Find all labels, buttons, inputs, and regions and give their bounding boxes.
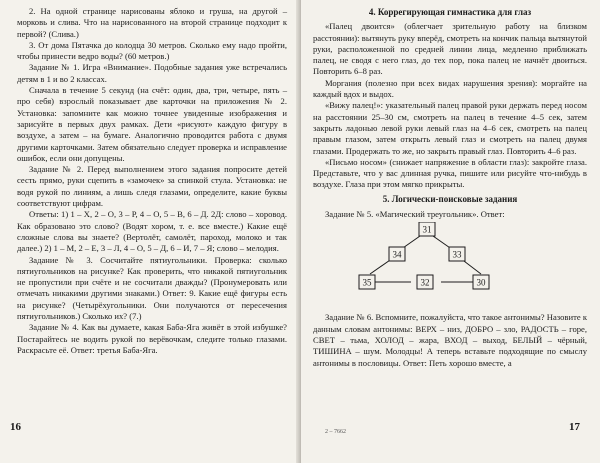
paragraph: Сначала в течение 5 секунд (на счёт: один, два, три, четыре, пять – про себя) взрослый показывает две карточки на приложения № 2. Установка: запомните как можно точнее увиденные изображения и зарисуйте в первых двух рамках. Дети «рисуют» каждую фигуру в воздухе, а затем – на бумаге. Аналогично проводится работа с двумя другими карточками. Затем обязательно следует проверка и исправление ошибок, если они допущены.: [17, 85, 287, 163]
section-title: 5. Логически-поисковые задания: [382, 193, 518, 204]
right-page-text: [313, 6, 587, 369]
paragraph: «Палец двоится» (облегчает зрительную работу на близком расстоянии): вытянуть руку вперёд, смотреть на кончик пальца вытянутой руки, расположенной по средней линии лица, медленно приближать палец, не сводя с него глаз, до тех пор, пока палец не начнёт двоиться. Повторить 6–8 раз.: [313, 21, 587, 77]
triangle-number: 34: [392, 249, 402, 260]
paragraph: «Письмо носом» (снижает напряжение в области глаз): закройте глаза. Представьте, что у вас длинная ручка, пишите или рисуйте что-нибудь в воздухе. Глаза при этом мягко прикрыты.: [313, 156, 587, 190]
task-text: Задание № 5. «Магический треугольник». Ответ:: [325, 209, 505, 220]
paragraph: Задание № 1. Игра «Внимание». Подобные задания уже встречались детям в 1 и во 2 классах.: [17, 62, 287, 84]
task-text: Задание № 6. Вспомните, пожалуйста, что такое антонимы? Назовите к данным словам антонимы: ВЕРХ – низ, ДОБРО – зло, РАДОСТЬ – горе, СВЕТ – тьма, ХОЛОД – жара, ВХОД – выход, БЕЛЫЙ – чёрный, ТИШИНА – шум. Молодцы! А теперь вставьте подходящие по смыслу антонимы в пословицы. Ответ: Петь хорошо вместе, а: [313, 312, 587, 368]
magic-triangle-diagram: [313, 222, 587, 308]
paragraph: Задание № 4. Как вы думаете, какая Баба-Яга живёт в этой избушке? Постарайтесь не водить рукой по верёвочкам, следите только глазами. Раскрасьте её. Ответ: третья Баба-Яга.: [17, 322, 287, 355]
left-page-text: [17, 6, 287, 356]
paragraph: «Вижу палец!»: указательный палец правой руки держать перед носом на расстоянии 25–30 см, смотреть на палец в течение 4–5 сек, затем закрыть ладонью левой руки левый глаз на 4–6 сек, смотреть на палец правым глазом, затем открыть левый глаз и смотреть на палец двумя глазами. Продержать то же, но закрыть правый глаз. Повторить 4–6 раз.: [313, 100, 587, 156]
signature-mark: 2 – 7662: [325, 429, 346, 435]
page-number: 16: [10, 421, 21, 433]
paragraph: Ответы: 1) 1 – Х, 2 – О, 3 – Р, 4 – О, 5 – В, 6 – Д. 2Д: слово – хоровод. Как образовано это слово? (Водят хором, т. е. все вместе.) Какие ещё сложные слова вы знаете? (Вертолёт, самолёт, пароход, молоко и так далее.) 2) 1 – М, 2 – Е, 3 – Л, 4 – О, 5 – Д, 6 – И, 7 – Я; слово – мелодия.: [17, 209, 287, 254]
left-page: [0, 0, 299, 463]
paragraph: Задание № 2. Перед выполнением этого задания попросите детей сесть прямо, руки сцепить в «замочек» за спинкой стула. Установка: не водя рукой по линиям, а лишь следя глазами, определите, какие буквы соответствуют цифрам.: [17, 164, 287, 209]
paragraph: Моргания (полезно при всех видах нарушения зрения): моргайте на каждый вдох и выдох.: [313, 77, 587, 100]
triangle-number: 31: [422, 224, 432, 235]
triangle-number: 35: [362, 277, 372, 288]
paragraph: Задание № 3. Сосчитайте пятиугольники. Проверка: сколько пятиугольников на рисунке? Как проверить, что никакой пятиугольник не пропустили при счёте и не сосчитали дважды? (Пронумеровать или отмечать никакими другими знаками.) Ответ: 9. Какие ещё фигуры есть на рисунке? (Четырёхугольники. Они получаются от пересечения пятиугольников.) Сколько их? (7.): [17, 254, 287, 322]
paragraph: 2. На одной странице нарисованы яблоко и груша, на другой – морковь и слива. Что на нарисованного на второй странице подходит к первой? (Слива.): [17, 6, 287, 39]
magic-triangle-svg: [313, 222, 587, 308]
page-number: 17: [569, 421, 580, 433]
triangle-number: 33: [452, 249, 462, 260]
triangle-number: 30: [476, 277, 486, 288]
right-page: [301, 0, 600, 463]
paragraph: 3. От дома Пятачка до колодца 30 метров. Сколько ему надо пройти, чтобы принести ведро воды? (60 метров.): [17, 39, 287, 62]
section-title: 4. Коррегирующая гимнастика для глаз: [368, 7, 532, 17]
triangle-number: 32: [420, 277, 430, 288]
